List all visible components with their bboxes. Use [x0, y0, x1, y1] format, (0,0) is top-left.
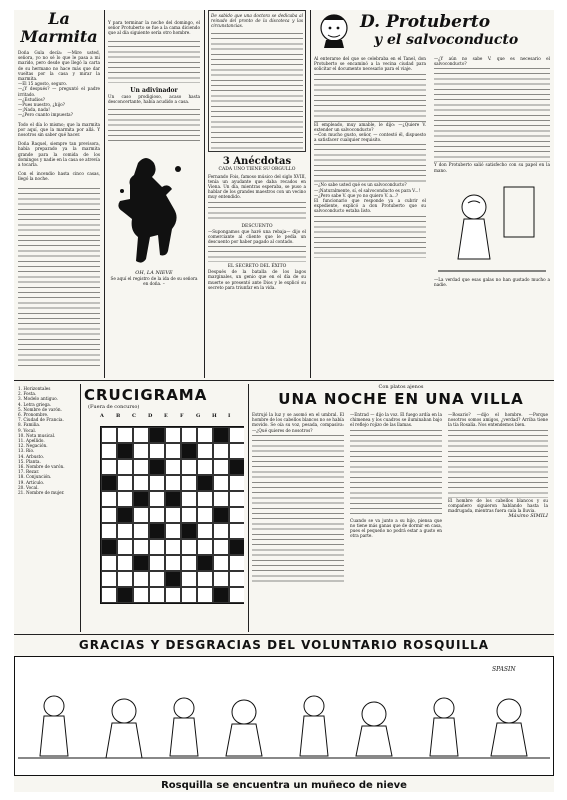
marmita-text: —¿Pero cuanto impuesta?: [18, 112, 73, 118]
anecdote-text: Fernando Fois, famoso músico del siglo XVIII, tenía un ayudante que daba recados en Viena. Un día, mientras esperaba, se puso a hablar de los grandes maestros con un vecino muy entendido.: [208, 173, 306, 200]
crossword-column-letter: H: [212, 413, 217, 419]
crossword-cell[interactable]: [197, 459, 213, 475]
protuberto-section: [314, 10, 550, 378]
crossword-column-letter: E: [164, 413, 168, 419]
crossword-cell[interactable]: [229, 491, 244, 507]
crossword-black-cell: [133, 555, 149, 571]
protuberto-text-left: [314, 56, 426, 258]
crossword-black-cell: [165, 571, 181, 587]
protuberto-paragraph: Y don Protuberto salió satisfecho con su papel en la mano.: [434, 162, 550, 173]
crossword-black-cell: [117, 507, 133, 523]
crossword-cell[interactable]: [165, 539, 181, 555]
crossword-cell[interactable]: [117, 539, 133, 555]
crossword-cell[interactable]: [213, 523, 229, 539]
marmita-text: Todo el día lo mismo; que la marmita por aquí, que la marmita por allá. Y nosotros sin saber qué hacer.: [18, 121, 100, 138]
crossword-black-cell: [133, 491, 149, 507]
column-divider: [204, 10, 205, 378]
crossword-letters: [100, 413, 244, 419]
protuberto-paragraph: —La verdad que esas galas no han gustado mucho a nadie.: [434, 276, 550, 288]
crossword-cell[interactable]: [101, 459, 117, 475]
protuberto-paragraph: —¿No sabe usted qué es un salvoconducto?: [314, 182, 407, 188]
crossword-column-letter: I: [228, 413, 231, 419]
villa-section: [252, 384, 550, 630]
crossword-cell[interactable]: [213, 475, 229, 491]
crossword-cell[interactable]: [149, 555, 165, 571]
anecdote-subtitle: EL SECRETO DEL ÉXITO: [227, 264, 287, 270]
crossword-cell[interactable]: [149, 539, 165, 555]
crossword-title: CRUCIGRAMA: [84, 386, 208, 404]
marmita-text: —¿Y después? — preguntó el padre irritado.: [18, 86, 100, 97]
anecdote-subtitle: DESCUENTO: [241, 223, 273, 229]
text-filler: [434, 66, 550, 162]
crossword-clue: 3. Modelo antiguo.: [18, 396, 58, 402]
crossword-cell[interactable]: [117, 459, 133, 475]
column-divider: [104, 10, 105, 378]
crossword-black-cell: [213, 427, 229, 443]
crossword-cell[interactable]: [165, 507, 181, 523]
crossword-cell[interactable]: [213, 539, 229, 555]
story-quote: Un caso prodigioso, acaso hasta desconcertante, había acudido a casa.: [108, 93, 200, 104]
protuberto-paragraph: Al enterarse del que se celebraba en el Tanel, don Protuberto se encaminó a la vecina ciudad para solicitar el documento necesario para el viaje.: [314, 56, 426, 72]
crossword-cell[interactable]: [229, 427, 244, 443]
protuberto-paragraph: —¿Y aún no sabe V. que es necesario el salvoconducto?: [434, 56, 550, 67]
crossword-clue: 12. Negación.: [18, 443, 48, 449]
crossword-cell[interactable]: [117, 427, 133, 443]
crossword-black-cell: [149, 427, 165, 443]
crossword-subtitle: (Fuera de concurso): [88, 404, 140, 410]
crossword-clue: 1. Horizontales: [18, 386, 51, 391]
text-filler: [350, 428, 442, 518]
villa-columns: [252, 412, 550, 583]
crossword-cell[interactable]: [149, 587, 165, 603]
boxed-note: [208, 10, 306, 152]
crossword-column-letter: C: [132, 413, 136, 419]
crossword-cell[interactable]: [229, 571, 244, 587]
column-divider: [80, 384, 81, 632]
crossword-cell[interactable]: [101, 571, 117, 587]
crossword-black-cell: [229, 459, 244, 475]
crossword-cell[interactable]: [229, 523, 244, 539]
marmita-column: [18, 10, 100, 378]
crossword-cell[interactable]: [181, 587, 197, 603]
crossword-cell[interactable]: [165, 427, 181, 443]
protuberto-subtitle: y el salvoconducto: [374, 32, 519, 48]
crossword-cell[interactable]: [133, 475, 149, 491]
text-filler: [208, 244, 306, 262]
crossword-cell[interactable]: [197, 491, 213, 507]
marmita-text: —El 15 agosto, seguro.: [18, 81, 68, 87]
crossword-cell[interactable]: [133, 443, 149, 459]
crossword-column-letter: A: [100, 413, 104, 419]
crossword-clues: [18, 386, 78, 626]
crossword-cell[interactable]: [133, 587, 149, 603]
anecdote-text: —Supongamos que haré una rebaja— dijo el comerciante al cliente que le pedía un descuento por haber pagado al contado.: [208, 228, 306, 245]
crossword-black-cell: [181, 443, 197, 459]
text-filler: [314, 214, 426, 258]
story-column: [108, 10, 200, 378]
text-filler: [108, 39, 200, 83]
crossword-cell[interactable]: [213, 459, 229, 475]
crossword-cell[interactable]: [149, 491, 165, 507]
crossword-clue: 18. Conjunción.: [18, 474, 52, 480]
crossword-cell[interactable]: [181, 491, 197, 507]
marmita-text: Con el incendio hasta cinco casas, llegó la noche.: [18, 171, 100, 182]
crossword-cell[interactable]: [229, 475, 244, 491]
crossword-cell[interactable]: [149, 443, 165, 459]
crossword-cell[interactable]: [165, 443, 181, 459]
crossword-cell[interactable]: [133, 523, 149, 539]
crossword-column-letter: B: [116, 413, 121, 419]
crossword-cell[interactable]: [165, 555, 181, 571]
villa-col: [350, 412, 442, 583]
illustration-caption-2: Se aquí el registro de la ida de su señora en doña. –: [110, 276, 198, 287]
crossword-cell[interactable]: [117, 491, 133, 507]
crossword-black-cell: [213, 587, 229, 603]
text-filler: [108, 107, 200, 145]
protuberto-paragraph: —¿Pero sabe V. que yo no quiero V. a...?: [314, 192, 399, 198]
crossword-cell[interactable]: [181, 459, 197, 475]
crossword-cell[interactable]: [117, 475, 133, 491]
crossword-black-cell: [149, 523, 165, 539]
text-filler: [252, 433, 344, 583]
crossword-cell[interactable]: [181, 427, 197, 443]
crossword-cell[interactable]: [229, 443, 244, 459]
crossword-clue: 10. Nota musical.: [18, 432, 56, 438]
crossword-clue: 4. Letra griega.: [18, 401, 52, 407]
crossword-clue: 8. Familia.: [18, 422, 41, 428]
crossword-black-cell: [197, 555, 213, 571]
silhouette-illustration: [108, 151, 200, 266]
crossword-cell[interactable]: [213, 555, 229, 571]
crossword-cell[interactable]: [197, 539, 213, 555]
text-filler: [314, 142, 426, 182]
crossword-cell[interactable]: [213, 491, 229, 507]
strip-signature: SPASIN: [492, 666, 516, 673]
crossword-clue: 17. Rezar.: [18, 469, 40, 475]
crossword-grid[interactable]: [100, 426, 244, 604]
crossword-cell[interactable]: [181, 555, 197, 571]
anecdotes-title: 3 Anécdotas: [222, 155, 292, 167]
protuberto-head-illustration: [314, 10, 354, 50]
crossword-cell[interactable]: [181, 539, 197, 555]
crossword-clue: 19. Artículo.: [18, 479, 45, 485]
marmita-text: —¡Nada, nada!: [18, 107, 50, 113]
villa-text: El hombre de los cabellos blancos y su compañero siguieron hablando hasta la madrugada, mientras fuera caía la lluvia.: [448, 497, 548, 514]
crossword-clue: 7. Ciudad de Francia.: [18, 417, 64, 423]
crossword-black-cell: [149, 459, 165, 475]
crossword-cell[interactable]: [101, 507, 117, 523]
marmita-text: Doña Gula decía: —Mire usted, señora, yo no sé lo que le pasa a mi marido, pero desde que llegó la carta de su hermano no hace más que dar vueltas por la casa y mirar la marmita.: [18, 50, 100, 82]
crossword-cell[interactable]: [133, 571, 149, 587]
protuberto-cartoon: [434, 177, 550, 277]
story-intro: Y para terminar la noche del domingo, el señor Protuberto se fue a la cama diciendo que al día siguiente sería otro hombre.: [108, 20, 200, 36]
crossword-cell[interactable]: [181, 475, 197, 491]
crossword-cell[interactable]: [181, 507, 197, 523]
boxed-note-text: De sabido que una doctora se dedicaba al reinado del pronto de la discoteca y las circunstancias.: [211, 13, 303, 29]
crossword-clue: 5. Nombre de varón.: [18, 406, 62, 412]
villa-title: UNA NOCHE EN UNA VILLA: [278, 390, 524, 408]
crossword-clue: 15. Planta.: [18, 458, 41, 464]
marmita-title: La Marmita: [20, 10, 98, 46]
illustration-caption: OH, LA NIEVE: [135, 270, 173, 277]
crossword-cell[interactable]: [229, 507, 244, 523]
text-filler: [211, 31, 303, 149]
crossword-black-cell: [197, 475, 213, 491]
crossword-cell[interactable]: [149, 507, 165, 523]
crossword-black-cell: [181, 523, 197, 539]
marmita-text: —¿Estudios?: [18, 96, 45, 102]
crossword-clue: 2. Fosta.: [18, 391, 37, 397]
crossword-cell[interactable]: [229, 587, 244, 603]
text-filler: [18, 186, 100, 366]
crossword-cell[interactable]: [165, 523, 181, 539]
crossword-cell[interactable]: [101, 523, 117, 539]
crossword-column-letter: F: [180, 413, 184, 419]
crossword-cell[interactable]: [165, 587, 181, 603]
crossword-cell[interactable]: [101, 443, 117, 459]
column-divider: [248, 384, 249, 632]
villa-text: Estrujó la luz y se asomó en el umbral. El hombre de los cabellos blancos no se había movido. Se oía su voz, pesada, compasiva: —¿Qué quieres de nosotros?: [252, 412, 344, 433]
crossword-cell[interactable]: [197, 507, 213, 523]
section-divider: [14, 634, 554, 635]
villa-kicker: Con platos ajenos: [378, 384, 424, 390]
protuberto-paragraph: —¡Naturalmente, sí, el salvoconducto es para V...!: [314, 187, 421, 193]
crossword-cell[interactable]: [229, 555, 244, 571]
crossword-column-letter: D: [148, 413, 153, 419]
crossword-cell[interactable]: [101, 555, 117, 571]
crossword-clue: 16. Nombre de varón.: [18, 464, 65, 470]
crossword-cell[interactable]: [117, 571, 133, 587]
marmita-text: —Pues nuestro, ¿hijo?: [18, 102, 65, 108]
crossword-clue: 13. Río.: [18, 448, 35, 454]
strip-caption: Rosquilla se encuentra un muñeco de nieve: [161, 780, 407, 791]
crossword-cell[interactable]: [165, 475, 181, 491]
crossword-clue: 21. Nombre de mujer.: [18, 490, 65, 496]
villa-text: Cuando se va junto a su hijo, piensa que no tiene más ganas que de dormir en casa, pues el pequeño no podrá estar a gusto en otra parte.: [350, 517, 442, 539]
comic-strip: [14, 656, 554, 776]
anecdote-subtitle: CADA UNO TIENE SU ORGULLO: [218, 166, 296, 172]
column-divider: [310, 10, 311, 378]
crossword-black-cell: [165, 491, 181, 507]
crossword-column-letter: G: [196, 413, 201, 419]
text-filler: [448, 428, 548, 498]
crossword-clue: 14. Arbusto.: [18, 453, 45, 459]
crossword-clue: 9. Vocal.: [18, 427, 36, 433]
villa-text: —Entrad — dijo la voz. El fuego ardía en la chimenea y los cuadros se iluminaban bajo el reflejo rojizo de las llamas.: [350, 412, 442, 428]
crossword-section: [84, 386, 244, 626]
strip-title: GRACIAS Y DESGRACIAS DEL VOLUNTARIO ROSQUILLA: [78, 638, 490, 652]
crossword-clue: 6. Pronombre.: [18, 412, 49, 418]
crossword-cell[interactable]: [133, 427, 149, 443]
story-heading: Un adivinador: [130, 86, 178, 94]
crossword-clue: 11. Apellido.: [18, 438, 45, 444]
villa-col: [252, 412, 344, 583]
crossword-black-cell: [229, 539, 244, 555]
crossword-cell[interactable]: [165, 459, 181, 475]
crossword-cell[interactable]: [213, 571, 229, 587]
protuberto-title: D. Protuberto: [360, 12, 491, 32]
crossword-cell[interactable]: [197, 571, 213, 587]
crossword-cell[interactable]: [197, 427, 213, 443]
text-filler: [208, 200, 306, 222]
protuberto-paragraph: El funcionario que responde ya a cubrir el expediente, explicó a don Protuberto que su salvoconducto estaba listo.: [314, 198, 426, 214]
crossword-cell[interactable]: [101, 427, 117, 443]
protuberto-paragraph: El empleado, muy amable, le dijo: —¿Quiere V. extender un salvoconducto?: [314, 121, 426, 132]
crossword-black-cell: [101, 539, 117, 555]
crossword-cell[interactable]: [117, 555, 133, 571]
villa-col: [448, 412, 548, 583]
crossword-black-cell: [117, 587, 133, 603]
crossword-cell[interactable]: [133, 459, 149, 475]
crossword-clue: 20. Vocal.: [18, 484, 39, 490]
text-filler: [314, 72, 426, 122]
crossword-cell[interactable]: [149, 475, 165, 491]
villa-text: —Rosario? —dijo el hombre. —Porque nosotros somos amigos, ¿verdad? Arriba tiene la tía Rosalía. Nos entendemos bien.: [448, 412, 548, 428]
crossword-cell[interactable]: [181, 571, 197, 587]
crossword-cell[interactable]: [149, 571, 165, 587]
crossword-cell[interactable]: [213, 443, 229, 459]
anecdotes-column: [208, 10, 306, 378]
crossword-black-cell: [213, 507, 229, 523]
marmita-text: Doña Raquel, siempre tan previsora, había preparado ya la marmita grande para la comida de los domingos y nadie en la casa se atrevía a tocarla.: [18, 141, 100, 168]
crossword-cell[interactable]: [133, 507, 149, 523]
crossword-cell[interactable]: [197, 587, 213, 603]
villa-signature: Máximo SIMILI: [508, 513, 548, 520]
section-divider: [14, 380, 554, 381]
crossword-cell[interactable]: [101, 587, 117, 603]
crossword-cell[interactable]: [197, 523, 213, 539]
protuberto-text-right: [434, 56, 550, 287]
newspaper-page: [14, 10, 554, 792]
crossword-cell[interactable]: [101, 491, 117, 507]
protuberto-paragraph: —Con mucho gusto, señor, — contestó él, dispuesto a satisfacer cualquier requisito.: [314, 132, 426, 143]
anecdote-text: Después de la batalla de los lagos marginales, un genio que en el día de su muerte se presentó ante Dios y le explicó su secreto para triunfar en la vida.: [208, 269, 306, 290]
crossword-black-cell: [117, 443, 133, 459]
crossword-cell[interactable]: [197, 443, 213, 459]
crossword-cell[interactable]: [133, 539, 149, 555]
crossword-black-cell: [101, 475, 117, 491]
crossword-cell[interactable]: [117, 523, 133, 539]
